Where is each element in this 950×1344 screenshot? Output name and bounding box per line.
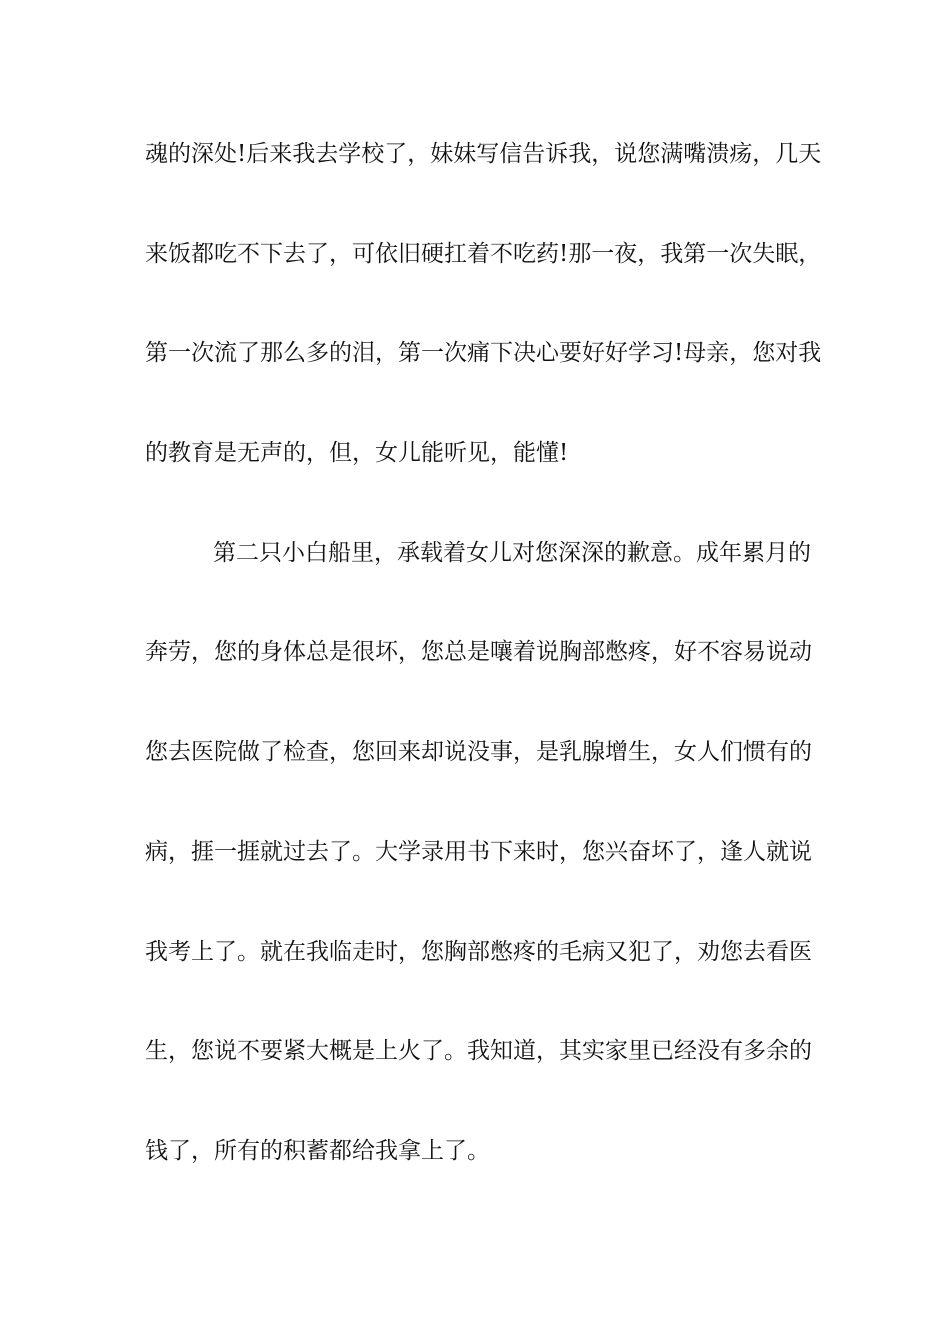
text-line: 病，捱一捱就过去了。大学录用书下来时，您兴奋坏了，逢人就说	[145, 838, 812, 865]
text-line: 第二只小白船里，承载着女儿对您深深的歉意。成年累月的	[213, 539, 811, 566]
paragraph-2	[145, 529, 810, 1227]
text-line: 的教育是无声的，但，女儿能听见，能懂!	[145, 440, 569, 467]
document-body	[145, 130, 822, 1227]
text-line: 魂的深处!后来我去学校了，妹妹写信告诉我，说您满嘴溃疡，几天	[145, 141, 822, 167]
text-line: 第一次流了那么多的泪，第一次痛下决心要好好学习!母亲，您对我	[145, 340, 822, 367]
text-line: 我考上了。就在我临走时，您胸部憋疼的毛病又犯了，劝您去看医	[145, 938, 812, 965]
text-line: 生，您说不要紧大概是上火了。我知道，其实家里已经没有多余的	[145, 1038, 812, 1065]
paragraph-1	[145, 130, 822, 529]
text-line: 钱了，所有的积蓄都给我拿上了。	[145, 1137, 490, 1164]
text-line: 来饭都吃不下去了，可依旧硬扛着不吃药!那一夜，我第一次失眠，	[145, 240, 822, 267]
text-line: 您去医院做了检查，您回来却说没事，是乳腺增生，女人们惯有的	[145, 739, 812, 766]
text-line: 奔劳，您的身体总是很坏，您总是嚷着说胸部憋疼，好不容易说动	[145, 639, 812, 666]
